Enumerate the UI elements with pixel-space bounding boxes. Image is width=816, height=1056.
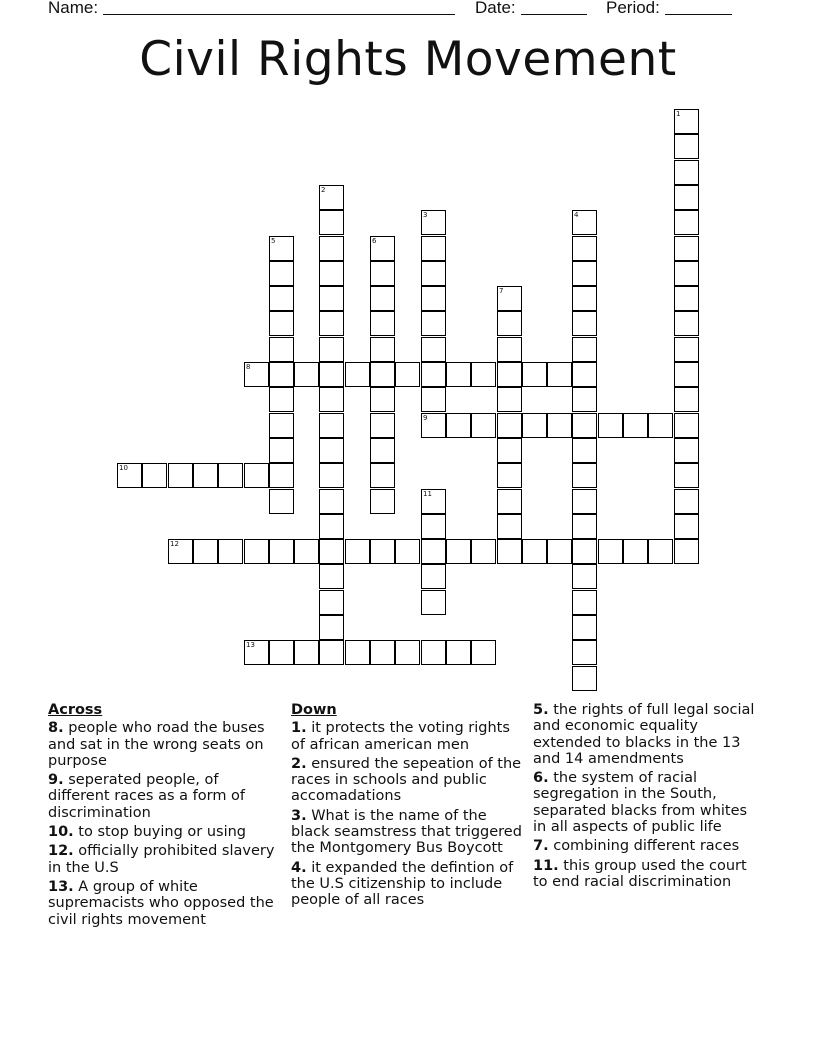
grid-cell[interactable] <box>421 539 446 564</box>
grid-cell[interactable] <box>193 463 218 488</box>
grid-cell[interactable] <box>572 387 597 412</box>
across-clues <box>48 702 280 931</box>
grid-cell[interactable] <box>674 463 699 488</box>
clue-item-number: 10. <box>48 824 74 841</box>
grid-cell[interactable] <box>421 387 446 412</box>
grid-cell[interactable] <box>370 311 395 336</box>
clue-item-text: to stop buying or using <box>73 824 247 841</box>
clue-number: 6 <box>372 237 377 245</box>
grid-cell[interactable] <box>117 463 142 488</box>
grid-cell[interactable] <box>294 640 319 665</box>
grid-cell[interactable] <box>522 539 547 564</box>
grid-cell[interactable] <box>319 438 344 463</box>
grid-cell[interactable] <box>674 134 699 159</box>
grid-cell[interactable] <box>370 337 395 362</box>
date-label: Date: <box>475 0 516 17</box>
grid-cell[interactable] <box>319 236 344 261</box>
grid-cell[interactable] <box>269 236 294 261</box>
grid-cell[interactable] <box>623 539 648 564</box>
grid-cell[interactable] <box>244 640 269 665</box>
clue-number: 7 <box>499 287 504 295</box>
grid-cell[interactable] <box>421 489 446 514</box>
grid-cell[interactable] <box>421 210 446 235</box>
clue-number: 5 <box>271 237 276 245</box>
clue-number: 9 <box>423 414 428 422</box>
grid-cell[interactable] <box>395 539 420 564</box>
grid-cell[interactable] <box>572 413 597 438</box>
grid-cell[interactable] <box>674 185 699 210</box>
clue-number: 12 <box>170 540 179 548</box>
grid-cell[interactable] <box>168 539 193 564</box>
clue-item <box>291 808 525 857</box>
grid-cell[interactable] <box>674 286 699 311</box>
grid-cell[interactable] <box>319 564 344 589</box>
grid-cell[interactable] <box>572 666 597 691</box>
grid-cell[interactable] <box>674 160 699 185</box>
clue-item-text: A group of white supremacists who opposed the civil rights movement <box>48 878 274 928</box>
grid-cell[interactable] <box>497 337 522 362</box>
clue-item-number: 1. <box>291 720 307 737</box>
grid-cell[interactable] <box>319 337 344 362</box>
grid-cell[interactable] <box>674 236 699 261</box>
grid-cell[interactable] <box>674 387 699 412</box>
grid-cell[interactable] <box>269 489 294 514</box>
grid-cell[interactable] <box>269 362 294 387</box>
name-label: Name: <box>48 0 99 17</box>
grid-cell[interactable] <box>421 311 446 336</box>
grid-cell[interactable] <box>319 311 344 336</box>
grid-cell[interactable] <box>471 640 496 665</box>
grid-cell[interactable] <box>319 514 344 539</box>
grid-cell[interactable] <box>370 286 395 311</box>
grid-cell[interactable] <box>142 463 167 488</box>
grid-cell[interactable] <box>345 640 370 665</box>
down-heading: Down <box>291 702 337 718</box>
clue-item-text: it protects the voting rights of african american men <box>291 720 510 753</box>
clue-number: 4 <box>574 211 579 219</box>
grid-cell[interactable] <box>370 236 395 261</box>
clue-number: 10 <box>119 464 128 472</box>
clue-item <box>48 879 280 928</box>
down-list-1 <box>291 720 525 908</box>
clue-item-text: seperated people, of different races as a form of discrimination <box>48 772 246 821</box>
grid-cell[interactable] <box>674 261 699 286</box>
grid-cell[interactable] <box>572 514 597 539</box>
grid-cell[interactable] <box>421 337 446 362</box>
clue-item-text: people who road the buses and sat in the wrong seats on purpose <box>48 720 265 769</box>
clue-item <box>48 843 280 876</box>
grid-cell[interactable] <box>522 413 547 438</box>
clue-item-text: combining different races <box>548 838 740 855</box>
grid-cell[interactable] <box>269 286 294 311</box>
grid-cell[interactable] <box>446 640 471 665</box>
grid-cell[interactable] <box>674 489 699 514</box>
grid-cell[interactable] <box>572 640 597 665</box>
grid-cell[interactable] <box>598 539 623 564</box>
clue-number: 1 <box>676 110 681 118</box>
clue-item <box>533 702 758 767</box>
clue-item-number: 12. <box>48 843 74 860</box>
grid-cell[interactable] <box>319 590 344 615</box>
grid-cell[interactable] <box>294 362 319 387</box>
grid-cell[interactable] <box>547 539 572 564</box>
clue-number: 11 <box>423 490 432 498</box>
grid-cell[interactable] <box>497 387 522 412</box>
grid-cell[interactable] <box>674 514 699 539</box>
grid-cell[interactable] <box>497 489 522 514</box>
grid-cell[interactable] <box>572 539 597 564</box>
grid-cell[interactable] <box>497 514 522 539</box>
grid-cell[interactable] <box>193 539 218 564</box>
grid-cell[interactable] <box>370 438 395 463</box>
grid-cell[interactable] <box>395 640 420 665</box>
across-list <box>48 720 280 928</box>
grid-cell[interactable] <box>269 463 294 488</box>
grid-cell[interactable] <box>370 261 395 286</box>
grid-cell[interactable] <box>471 362 496 387</box>
clue-item-number: 9. <box>48 772 64 789</box>
grid-cell[interactable] <box>345 539 370 564</box>
grid-cell[interactable] <box>319 210 344 235</box>
down-clues-col2 <box>533 702 758 893</box>
clue-item <box>48 772 280 821</box>
grid-cell[interactable] <box>522 362 547 387</box>
grid-cell[interactable] <box>319 489 344 514</box>
grid-cell[interactable] <box>244 362 269 387</box>
grid-cell[interactable] <box>648 413 673 438</box>
grid-cell[interactable] <box>345 362 370 387</box>
grid-cell[interactable] <box>674 210 699 235</box>
grid-cell[interactable] <box>370 387 395 412</box>
grid-cell[interactable] <box>547 362 572 387</box>
grid-cell[interactable] <box>319 640 344 665</box>
clue-item <box>291 860 525 909</box>
grid-cell[interactable] <box>370 362 395 387</box>
grid-cell[interactable] <box>269 311 294 336</box>
grid-cell[interactable] <box>572 337 597 362</box>
grid-cell[interactable] <box>471 539 496 564</box>
grid-cell[interactable] <box>319 387 344 412</box>
grid-cell[interactable] <box>446 413 471 438</box>
grid-cell[interactable] <box>471 413 496 438</box>
grid-cell[interactable] <box>421 261 446 286</box>
clue-item-number: 8. <box>48 720 64 737</box>
grid-cell[interactable] <box>244 463 269 488</box>
grid-cell[interactable] <box>674 539 699 564</box>
grid-cell[interactable] <box>572 438 597 463</box>
grid-cell[interactable] <box>674 337 699 362</box>
grid-cell[interactable] <box>572 311 597 336</box>
grid-cell[interactable] <box>370 463 395 488</box>
grid-cell[interactable] <box>294 539 319 564</box>
clue-item <box>48 720 280 769</box>
grid-cell[interactable] <box>572 362 597 387</box>
clue-item-text: the system of racial segregation in the South, separated blacks from whites in all aspects of public life <box>533 770 748 836</box>
grid-cell[interactable] <box>572 261 597 286</box>
grid-cell[interactable] <box>269 337 294 362</box>
clue-item-number: 5. <box>533 702 549 718</box>
grid-cell[interactable] <box>446 362 471 387</box>
grid-cell[interactable] <box>598 413 623 438</box>
grid-cell[interactable] <box>421 286 446 311</box>
clue-item-number: 4. <box>291 859 307 876</box>
grid-cell[interactable] <box>244 539 269 564</box>
clue-item <box>291 720 525 753</box>
grid-cell[interactable] <box>572 564 597 589</box>
clue-item-number: 3. <box>291 807 307 824</box>
grid-cell[interactable] <box>674 362 699 387</box>
clue-item-number: 2. <box>291 755 307 772</box>
grid-cell[interactable] <box>446 539 471 564</box>
grid-cell[interactable] <box>269 539 294 564</box>
clue-item-text: officially prohibited slavery in the U.S <box>48 843 275 876</box>
grid-cell[interactable] <box>395 362 420 387</box>
clue-item-text: What is the name of the black seamstress that triggered the Montgomery Bus Boycott <box>291 807 522 857</box>
down-list-2 <box>533 702 758 890</box>
grid-cell[interactable] <box>572 590 597 615</box>
grid-cell[interactable] <box>269 413 294 438</box>
page-title: Civil Rights Movement <box>139 32 677 87</box>
across-heading: Across <box>48 702 103 718</box>
grid-cell[interactable] <box>572 463 597 488</box>
clue-item-number: 13. <box>48 878 74 895</box>
clue-item-text: it expanded the defintion of the U.S citizenship to include people of all races <box>291 859 514 909</box>
grid-cell[interactable] <box>370 413 395 438</box>
grid-cell[interactable] <box>319 413 344 438</box>
grid-cell[interactable] <box>421 514 446 539</box>
grid-cell[interactable] <box>319 362 344 387</box>
grid-cell[interactable] <box>674 311 699 336</box>
grid-cell[interactable] <box>421 413 446 438</box>
clue-item <box>533 838 758 854</box>
grid-cell[interactable] <box>370 489 395 514</box>
grid-cell[interactable] <box>497 286 522 311</box>
grid-cell[interactable] <box>497 362 522 387</box>
grid-cell[interactable] <box>497 539 522 564</box>
grid-cell[interactable] <box>497 463 522 488</box>
grid-cell[interactable] <box>623 413 648 438</box>
grid-cell[interactable] <box>572 489 597 514</box>
grid-cell[interactable] <box>572 210 597 235</box>
clue-item-number: 6. <box>533 770 549 787</box>
clue-item-text: ensured the sepeation of the races in schools and public accomadations <box>291 755 522 805</box>
grid-cell[interactable] <box>319 185 344 210</box>
grid-cell[interactable] <box>370 539 395 564</box>
grid-cell[interactable] <box>319 463 344 488</box>
grid-cell[interactable] <box>648 539 673 564</box>
clue-number: 2 <box>321 186 326 194</box>
clue-item-text: the rights of full legal social and economic equality extended to blacks in the 13 and 14 amendments <box>533 702 755 767</box>
grid-cell[interactable] <box>269 261 294 286</box>
grid-cell[interactable] <box>370 640 395 665</box>
period-label: Period: <box>606 0 660 17</box>
clue-item-number: 11. <box>533 857 559 874</box>
grid-cell[interactable] <box>497 311 522 336</box>
down-clues-col1 <box>291 702 525 912</box>
grid-cell[interactable] <box>319 286 344 311</box>
grid-cell[interactable] <box>218 539 243 564</box>
grid-cell[interactable] <box>421 236 446 261</box>
grid-cell[interactable] <box>421 590 446 615</box>
grid-cell[interactable] <box>421 640 446 665</box>
clue-number: 3 <box>423 211 428 219</box>
clue-item <box>48 824 280 840</box>
clue-item <box>533 858 758 891</box>
grid-cell[interactable] <box>497 438 522 463</box>
grid-cell[interactable] <box>269 438 294 463</box>
grid-cell[interactable] <box>421 362 446 387</box>
grid-cell[interactable] <box>572 286 597 311</box>
clue-item <box>533 770 758 835</box>
clue-number: 8 <box>246 363 251 371</box>
grid-cell[interactable] <box>421 564 446 589</box>
grid-cell[interactable] <box>319 261 344 286</box>
grid-cell[interactable] <box>218 463 243 488</box>
clue-item <box>291 756 525 805</box>
clue-item-text: this group used the court to end racial discrimination <box>533 857 747 890</box>
grid-cell[interactable] <box>674 109 699 134</box>
grid-cell[interactable] <box>572 236 597 261</box>
grid-cell[interactable] <box>497 413 522 438</box>
clue-item-number: 7. <box>533 838 549 855</box>
grid-cell[interactable] <box>547 413 572 438</box>
grid-cell[interactable] <box>572 615 597 640</box>
grid-cell[interactable] <box>269 640 294 665</box>
grid-cell[interactable] <box>319 539 344 564</box>
grid-cell[interactable] <box>319 615 344 640</box>
clue-number: 13 <box>246 641 255 649</box>
grid-cell[interactable] <box>674 413 699 438</box>
grid-cell[interactable] <box>168 463 193 488</box>
grid-cell[interactable] <box>674 438 699 463</box>
grid-cell[interactable] <box>269 387 294 412</box>
